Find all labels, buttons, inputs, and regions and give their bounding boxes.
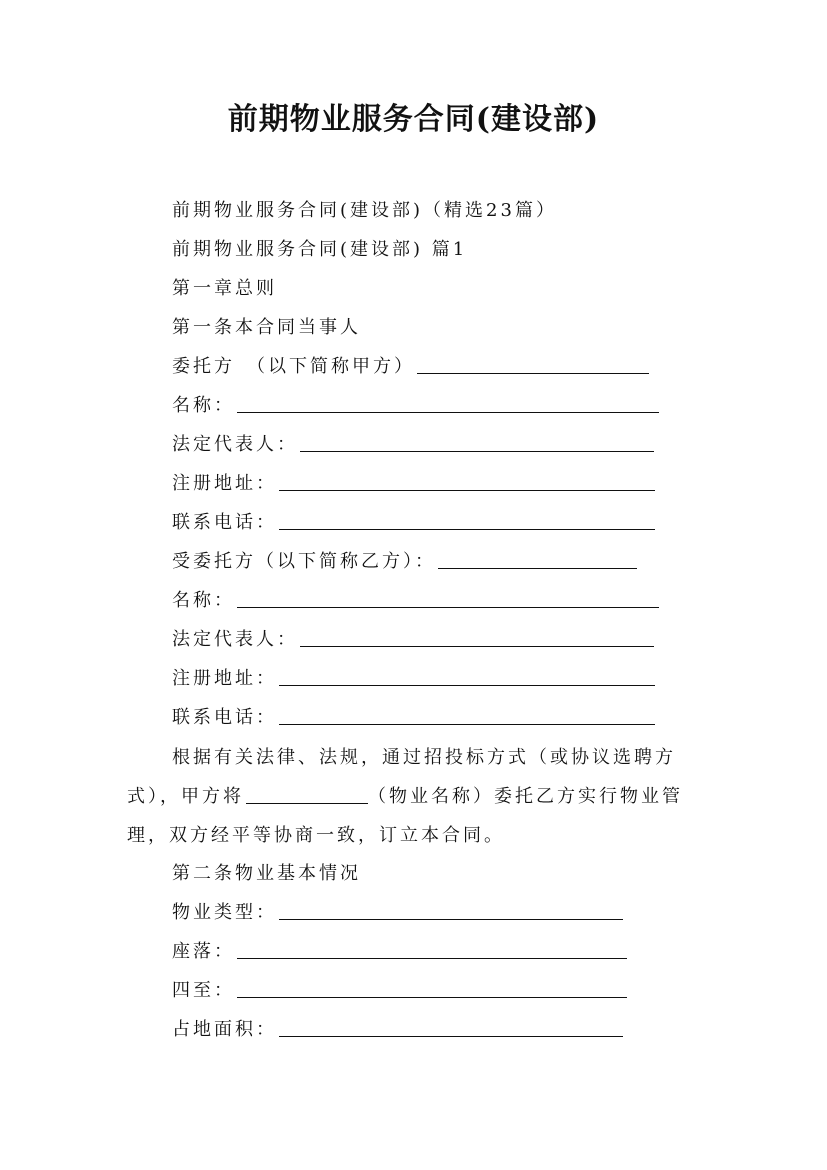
party-a-name-line [172,394,659,418]
party-a-address-label: 注册地址： [172,473,277,494]
property-area-line [172,1018,623,1042]
party-b-rep-label: 法定代表人： [172,629,298,650]
party-b-phone-blank [279,706,655,725]
party-a-phone-blank [279,511,655,530]
party-b-address-line [172,667,655,691]
party-a-name-label: 名称： [172,395,235,416]
party-a-heading-line [172,355,649,379]
party-b-rep-blank [300,628,654,647]
party-a-name-blank [237,394,659,413]
paragraph-part-1: 根据有关法律、法规，通过招投标方式（或协议选聘方式），甲方将 [127,747,676,807]
party-a-rep-label: 法定代表人： [172,434,298,455]
party-a-blank [417,355,649,374]
party-b-phone-label: 联系电话： [172,707,277,728]
chapter-heading: 第一章总则 [172,278,277,299]
property-boundaries-line [172,979,627,1003]
party-a-rep-blank [300,433,654,452]
party-b-heading: 受委托方（以下简称乙方）： [172,551,436,572]
property-boundaries-label: 四至： [172,980,235,1001]
party-a-phone-label: 联系电话： [172,512,277,533]
property-area-label: 占地面积： [172,1019,277,1040]
agreement-paragraph [127,738,707,855]
property-type-blank [279,901,623,920]
property-boundaries-blank [237,979,627,998]
party-a-phone-line [172,511,655,535]
property-location-blank [237,940,627,959]
party-a-address-blank [279,472,655,491]
party-a-address-line [172,472,655,496]
property-type-line [172,901,623,925]
document-title: 前期物业服务合同(建设部) [227,102,600,137]
party-b-address-blank [279,667,655,686]
section-heading: 前期物业服务合同(建设部) 篇1 [172,239,468,260]
party-b-phone-line [172,706,655,730]
party-a-rep-line [172,433,654,457]
party-b-blank [438,550,637,569]
property-type-label: 物业类型： [172,902,277,923]
party-a-heading: 委托方 （以下简称甲方） [172,356,415,377]
party-b-rep-line [172,628,654,652]
property-area-blank [279,1018,623,1037]
article-2-heading: 第二条物业基本情况 [172,863,361,884]
subtitle: 前期物业服务合同(建设部)（精选23篇） [172,200,557,221]
party-b-heading-line [172,550,637,574]
party-b-name-blank [237,589,659,608]
paragraph-part-2: （物业名称）委托乙方实行物业管理，双方经平等协商一致，订立本合同。 [127,786,683,846]
property-location-label: 座落： [172,941,235,962]
property-location-line [172,940,627,964]
article-1-heading: 第一条本合同当事人 [172,317,361,338]
property-name-blank [246,785,368,804]
party-b-name-label: 名称： [172,590,235,611]
party-b-address-label: 注册地址： [172,668,277,689]
party-b-name-line [172,589,659,613]
